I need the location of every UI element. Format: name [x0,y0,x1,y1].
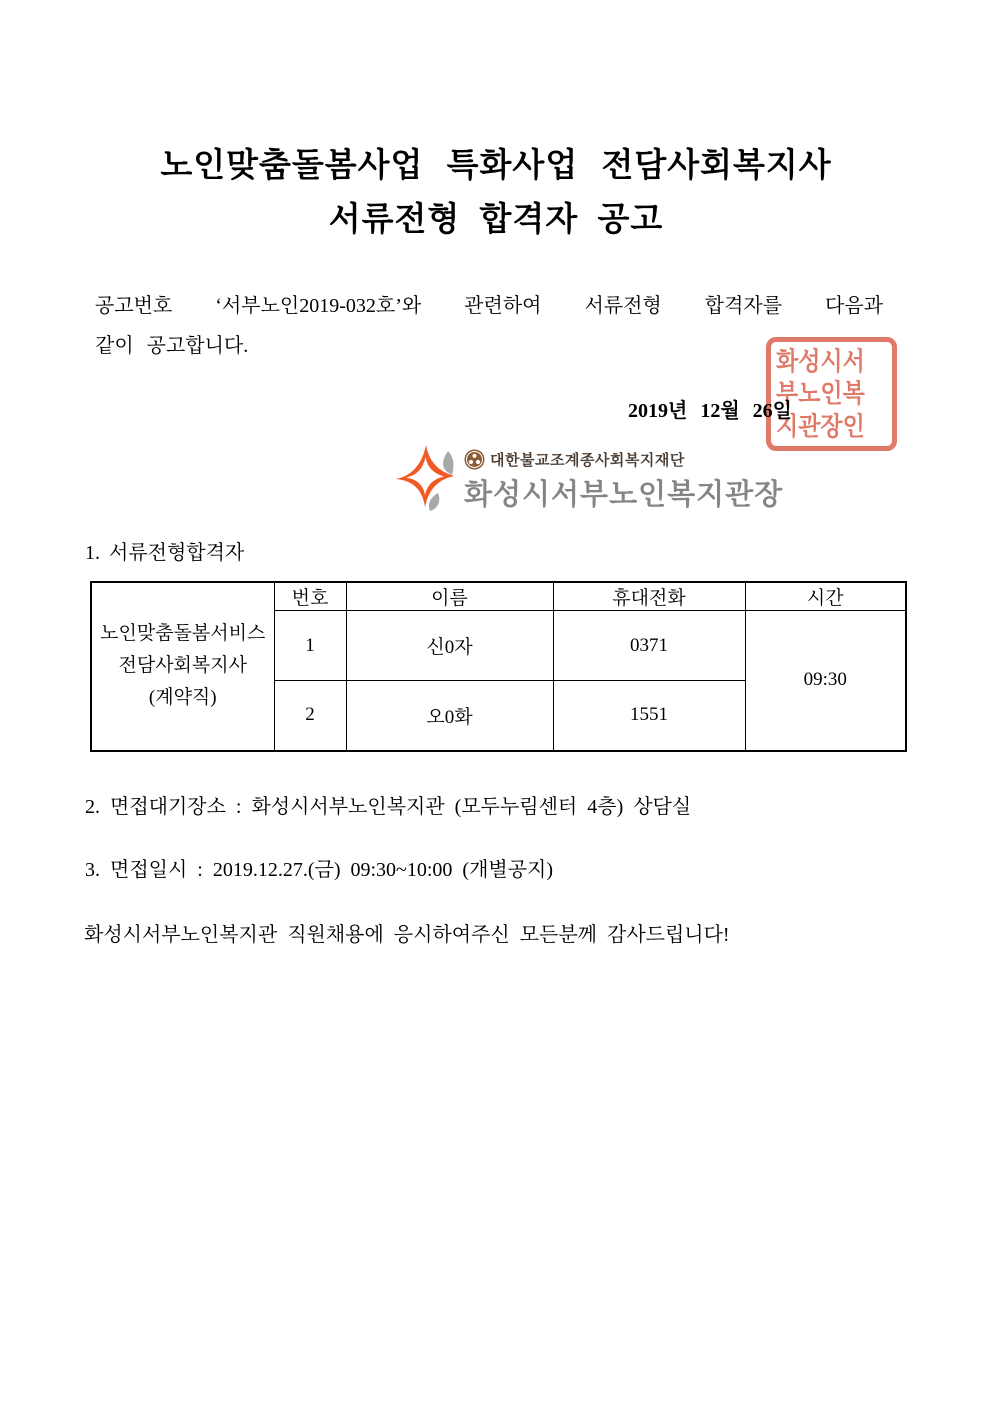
col-header-name: 이름 [346,582,553,611]
table-header-row [91,582,906,611]
col-header-number: 번호 [274,582,346,611]
organization-name: 화성시서부노인복지관장 [464,479,784,511]
cell-time: 09:30 [745,611,906,751]
cell-number: 1 [274,611,346,681]
section2-interview-location: 2. 면접대기장소 : 화성시서부노인복지관 (모두누림센터 4층) 상담실 [85,796,692,818]
organization-logo [392,443,783,518]
cell-name: 오0화 [346,681,553,751]
intro-paragraph-line1: 공고번호 ‘서부노인2019-032호’와 관련하여 서류전형 합격자를 다음과 [95,295,883,317]
cell-phone: 0371 [553,611,745,681]
doc-title-line1: 노인맞춤돌봄사업 특화사업 전담사회복지사 [160,148,832,184]
table-group-cell [91,582,274,751]
logo-star-icon [392,443,458,518]
intro-paragraph-line2: 같이 공고합니다. [95,335,249,357]
announcement-date: 2019년 12월 26일 [628,400,792,422]
group-line-1: 노인맞춤돌봄서비스 [100,623,266,645]
col-header-phone: 휴대전화 [553,582,745,611]
cell-name: 신0자 [346,611,553,681]
section3-interview-datetime: 3. 면접일시 : 2019.12.27.(금) 09:30~10:00 (개별공지) [85,859,554,881]
section1-heading: 1. 서류전형합격자 [85,542,245,564]
seal-row-3: 지관장인 [776,411,865,441]
col-header-time: 시간 [745,582,906,611]
seal-row-2: 부노인복 [776,378,865,408]
closing-thanks-line: 화성시서부노인복지관 직원채용에 응시하여주신 모든분께 감사드립니다! [84,924,730,946]
cell-phone: 1551 [553,681,745,751]
foundation-name: 대한불교조계종사회복지재단 [490,452,685,469]
doc-title-line2: 서류전형 합격자 공고 [328,202,664,238]
group-line-2: 전담사회복지사 [118,655,247,677]
jogye-emblem-icon [464,449,485,470]
cell-number: 2 [274,681,346,751]
group-line-3: (계약직) [148,687,217,709]
applicants-table [90,581,907,752]
seal-row-1: 화성시서 [776,346,865,376]
